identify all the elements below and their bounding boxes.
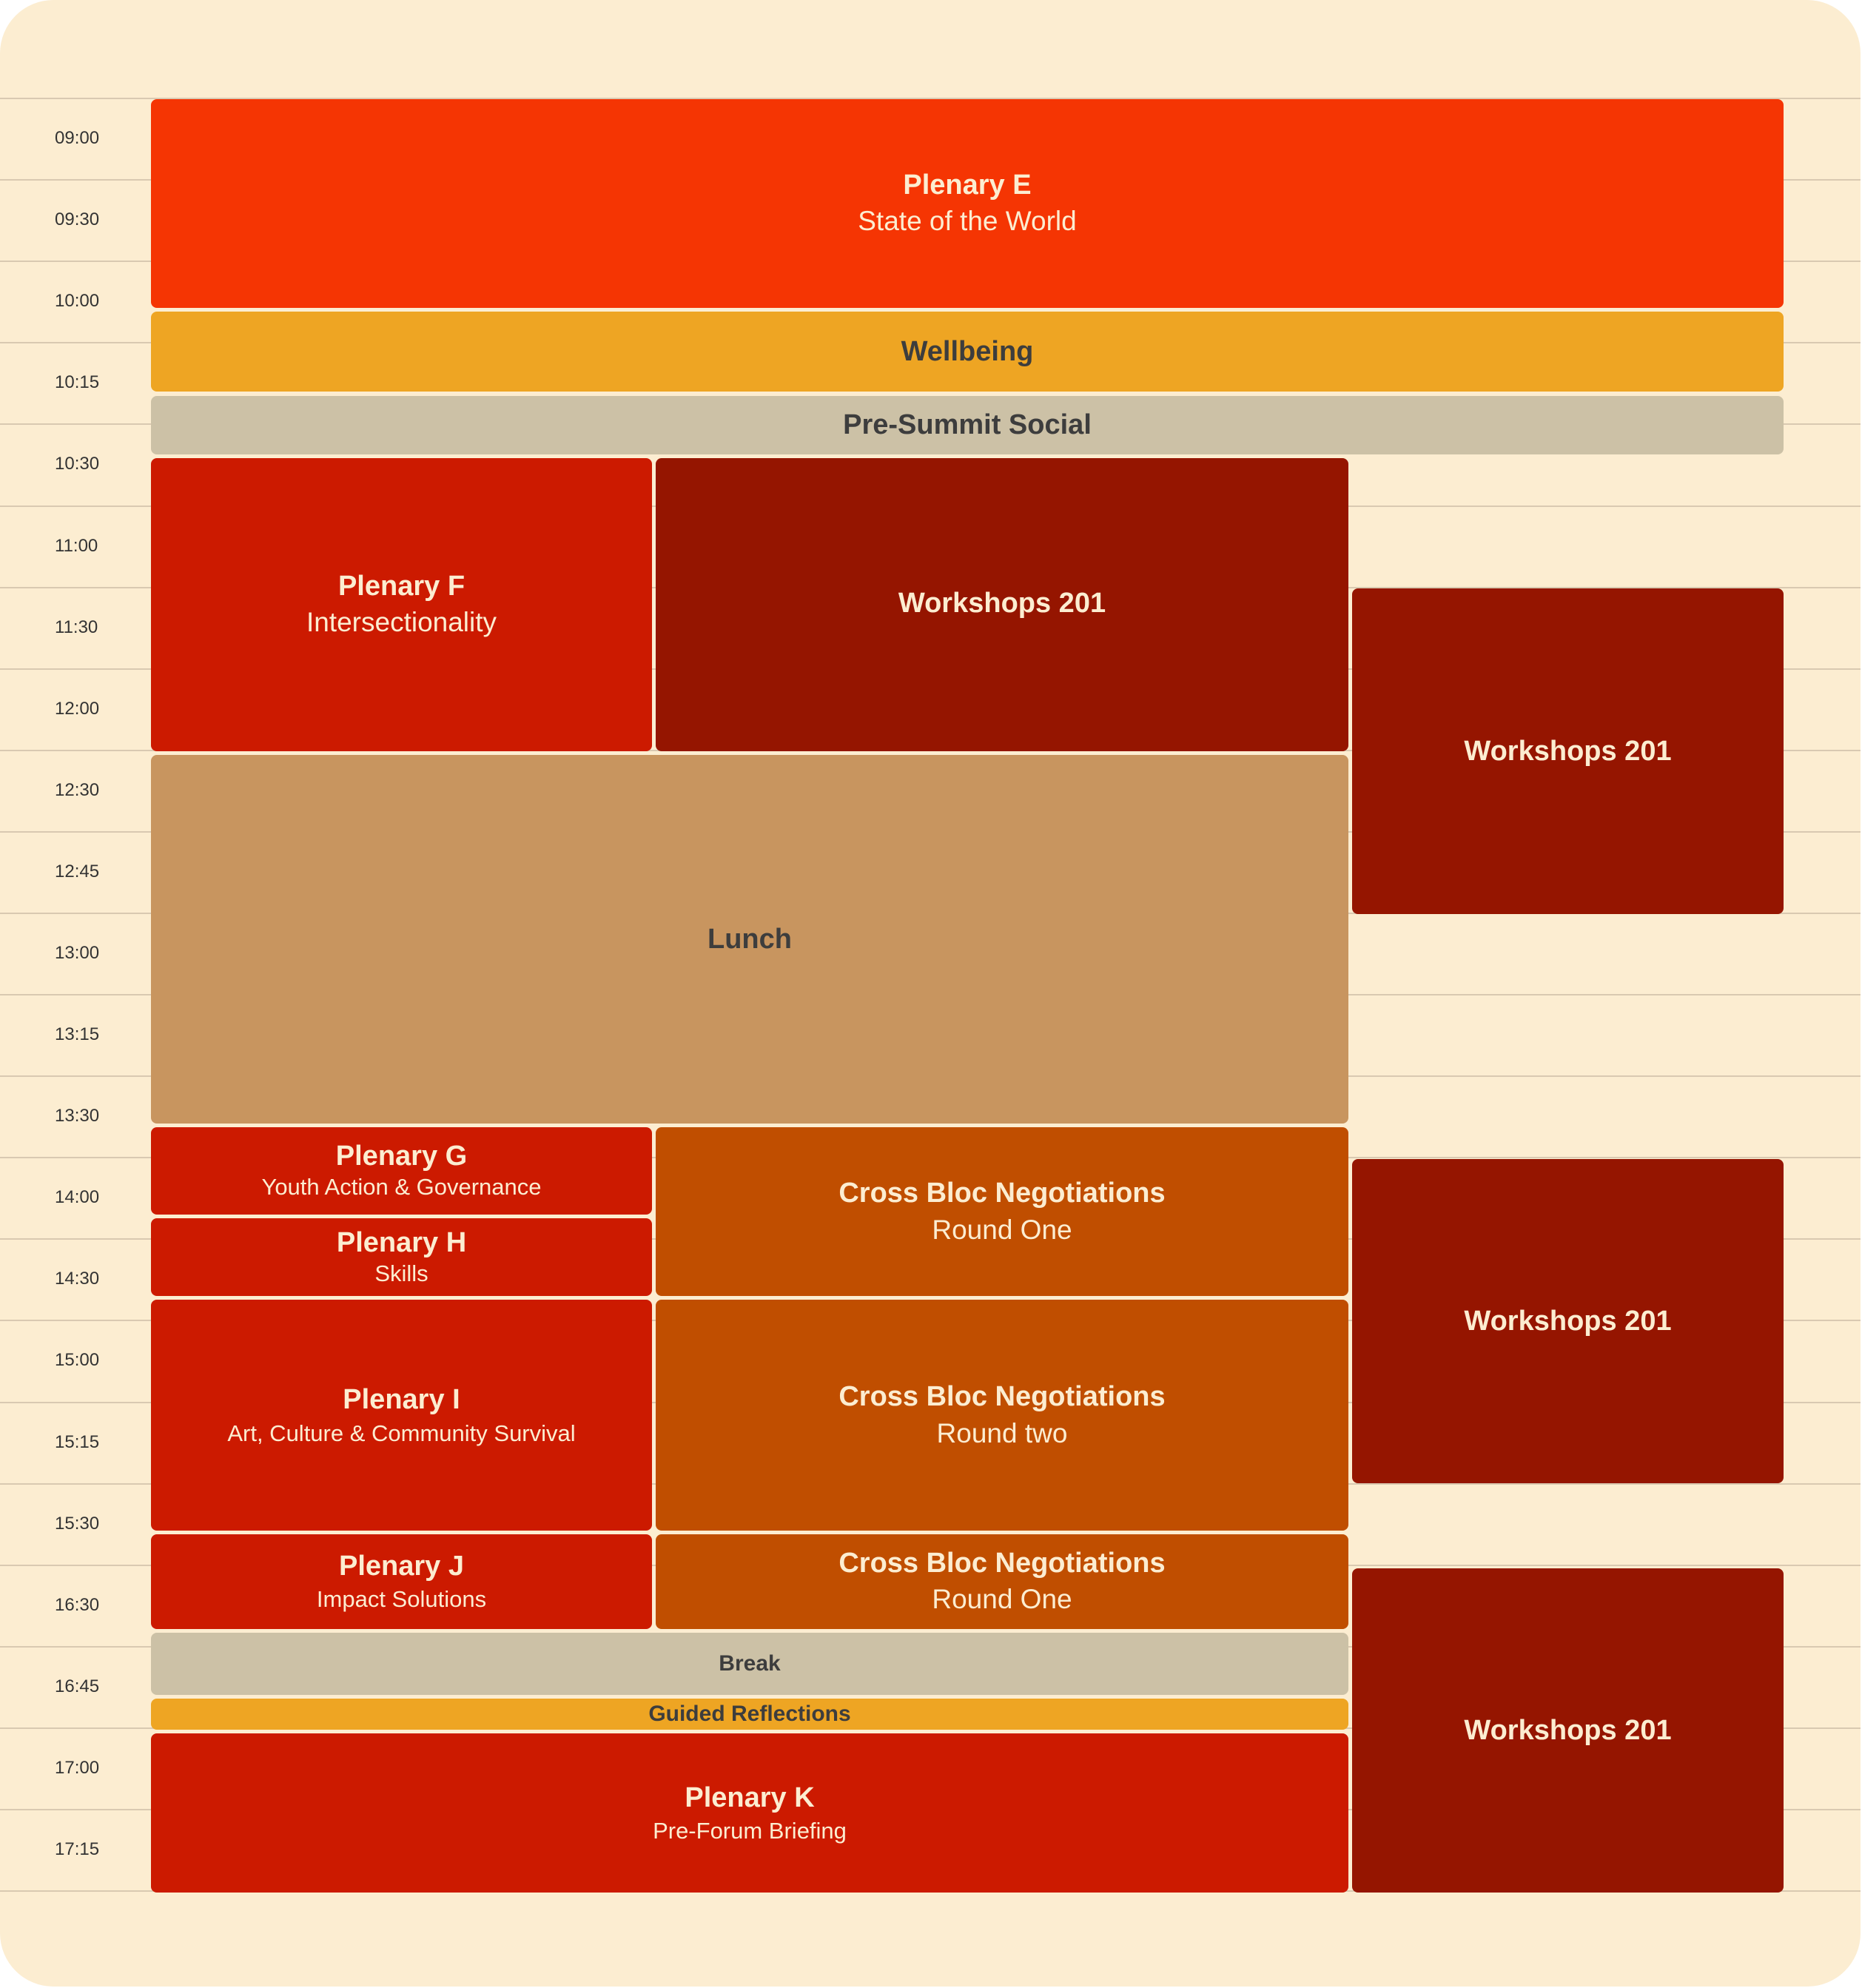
session-subtitle: Youth Action & Governance xyxy=(261,1174,542,1200)
session-plenary-k[interactable] xyxy=(151,1733,1348,1893)
session-title: Plenary J xyxy=(339,1551,464,1582)
session-subtitle: Round two xyxy=(936,1418,1068,1448)
session-plenary-i[interactable] xyxy=(151,1300,652,1531)
session-title: Lunch xyxy=(708,923,792,955)
time-label: 09:00 xyxy=(55,128,100,148)
session-title: Workshops 201 xyxy=(898,587,1106,619)
session-subtitle: Intersectionality xyxy=(306,607,497,637)
session-subtitle: Impact Solutions xyxy=(316,1586,487,1612)
time-label: 15:00 xyxy=(55,1350,100,1370)
time-label: 10:30 xyxy=(55,454,100,474)
time-label: 12:45 xyxy=(55,862,100,881)
session-title: Plenary H xyxy=(336,1226,467,1258)
session-title: Cross Bloc Negotiations xyxy=(838,1548,1166,1579)
session-workshops-201[interactable] xyxy=(1352,588,1784,914)
time-label: 12:30 xyxy=(55,780,100,800)
session-title: Plenary K xyxy=(685,1782,815,1813)
time-label: 10:15 xyxy=(55,372,100,392)
session-plenary-j[interactable] xyxy=(151,1534,652,1629)
time-label: 14:00 xyxy=(55,1187,100,1207)
time-label: 14:30 xyxy=(55,1269,100,1289)
session-workshops-201[interactable] xyxy=(1352,1568,1784,1893)
session-workshops-201[interactable] xyxy=(656,458,1348,751)
time-label: 17:00 xyxy=(55,1758,100,1778)
session-title: Pre-Summit Social xyxy=(843,409,1092,440)
session-subtitle: State of the World xyxy=(858,206,1077,236)
time-label: 16:45 xyxy=(55,1676,100,1696)
session-subtitle: Round One xyxy=(932,1584,1072,1614)
session-break[interactable] xyxy=(151,1633,1348,1695)
session-title: Wellbeing xyxy=(901,335,1034,367)
session-subtitle: Skills xyxy=(374,1260,428,1286)
session-title: Workshops 201 xyxy=(1464,735,1672,767)
time-label: 17:15 xyxy=(55,1839,100,1859)
session-lunch[interactable] xyxy=(151,755,1348,1124)
session-title: Break xyxy=(719,1651,781,1676)
session-workshops-201[interactable] xyxy=(1352,1159,1784,1483)
session-plenary-g[interactable] xyxy=(151,1127,652,1215)
session-subtitle: Art, Culture & Community Survival xyxy=(227,1420,576,1446)
session-title: Workshops 201 xyxy=(1464,1714,1672,1746)
session-title: Plenary I xyxy=(343,1384,460,1415)
time-label: 16:30 xyxy=(55,1595,100,1615)
time-label: 11:30 xyxy=(55,617,98,637)
session-title: Cross Bloc Negotiations xyxy=(838,1178,1166,1209)
session-title: Plenary G xyxy=(335,1141,468,1172)
session-cross-bloc-negotiations[interactable] xyxy=(656,1127,1348,1296)
session-title: Plenary F xyxy=(337,571,465,602)
session-wellbeing[interactable] xyxy=(151,312,1784,392)
session-guided-reflections[interactable] xyxy=(151,1699,1348,1730)
session-subtitle: Pre-Forum Briefing xyxy=(653,1817,847,1844)
time-label: 13:15 xyxy=(55,1024,100,1044)
time-label: 12:00 xyxy=(55,699,100,719)
session-title: Workshops 201 xyxy=(1464,1305,1672,1337)
session-cross-bloc-negotiations[interactable] xyxy=(656,1534,1348,1629)
session-title: Guided Reflections xyxy=(648,1702,851,1726)
time-label: 15:30 xyxy=(55,1514,100,1534)
session-title: Cross Bloc Negotiations xyxy=(838,1381,1166,1412)
time-label: 10:00 xyxy=(55,291,100,311)
session-plenary-f[interactable] xyxy=(151,458,652,751)
session-plenary-e[interactable] xyxy=(151,99,1784,308)
session-subtitle: Round One xyxy=(932,1215,1072,1245)
time-label: 13:00 xyxy=(55,943,100,963)
session-cross-bloc-negotiations[interactable] xyxy=(656,1300,1348,1531)
time-label: 11:00 xyxy=(55,536,98,556)
time-label: 13:30 xyxy=(55,1106,100,1126)
time-label: 09:30 xyxy=(55,209,100,229)
session-pre-summit-social[interactable] xyxy=(151,396,1784,454)
time-label: 15:15 xyxy=(55,1432,100,1452)
session-plenary-h[interactable] xyxy=(151,1218,652,1296)
session-title: Plenary E xyxy=(903,169,1032,201)
